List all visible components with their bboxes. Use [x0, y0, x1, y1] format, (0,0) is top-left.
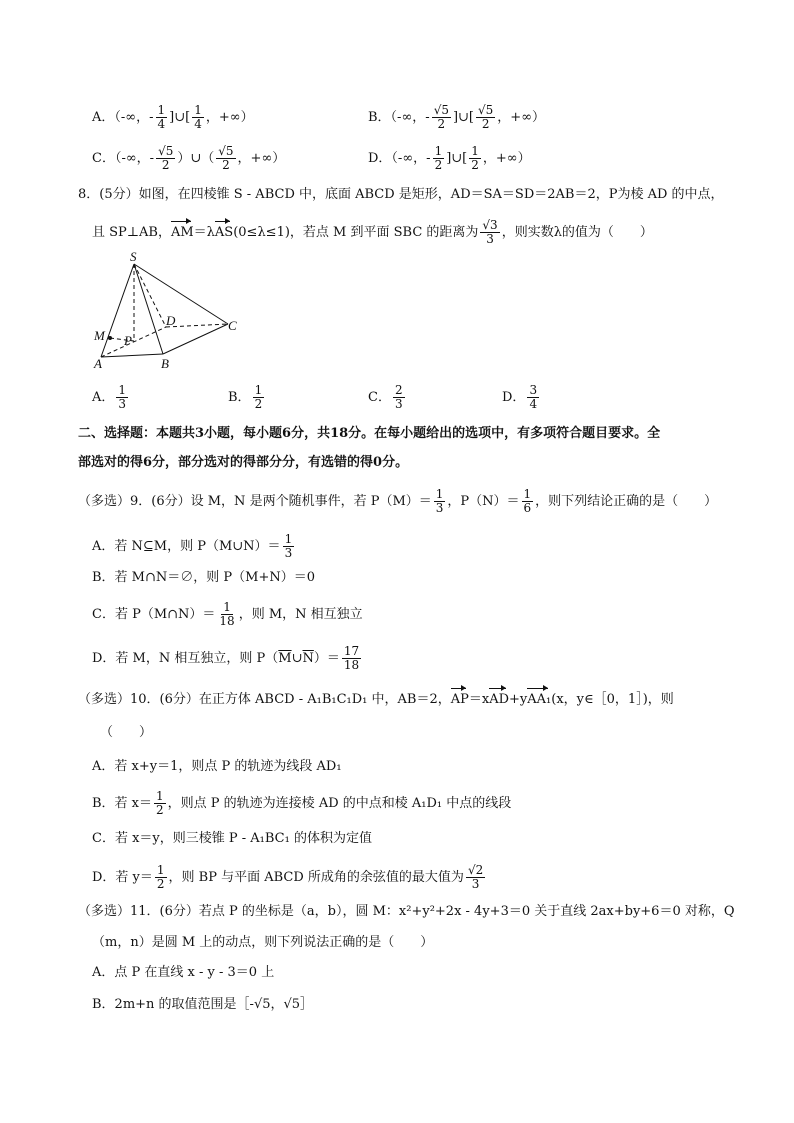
q7-option-b: B．（-∞，- $\frac{√5}{2}$ ]∪[ $\frac{√5}{2}$ ，+∞） [368, 103, 546, 131]
q10-option-d: D．若 y＝ $\frac{1}{2}$ ，则 BP 与平面 ABCD 所成角的余弦值的最大值为 $\frac{√2}{3}$ [92, 863, 484, 891]
q11-stem-line2: （m，n）是圆 M 上的动点，则下列说法正确的是（ ） [92, 935, 434, 950]
q8-option-d: D． $\frac{3}{4}$ [502, 383, 538, 411]
q7-option-c: C．（-∞，- $\frac{√5}{2}$ ）∪（ $\frac{√5}{2}$ ，+∞） [92, 144, 286, 172]
q11-option-a: A．点 P 在直线 x - y - 3＝0 上 [92, 965, 275, 980]
q9-stem: （多选）9．(6分）设 M，N 是两个随机事件，若 P（M）＝ $\frac{1}{3}$ ，P（N）＝ $\frac{1}{6}$ ，则下列结论正确的是（ ） [78, 487, 718, 515]
q9-option-a: A．若 N⊆M，则 P（M∪N）＝ $\frac{1}{3}$ [92, 532, 293, 560]
section2-heading-line1: 二、选择题：本题共3小题，每小题6分，共18分。在每小题给出的选项中，有多项符合题目要求。全 [78, 426, 661, 441]
point-p-label: P [124, 333, 132, 348]
q10-stem: （多选）10．(6分）在正方体 ABCD - A₁B₁C₁D₁ 中，AB＝2，AP＝xAD+yAA₁(x，y∈［0，1］)，则 [78, 687, 674, 709]
pyramid-figure [88, 250, 258, 375]
q8-option-c: C． $\frac{2}{3}$ [368, 383, 403, 411]
q8-stem-line1: 8．(5分）如图，在四棱锥 S - ABCD 中，底面 ABCD 是矩形，AD＝SA＝SD＝2AB＝2，P为棱 AD 的中点， [78, 187, 724, 202]
q10-option-c: C．若 x＝y，则三棱锥 P - A₁BC₁ 的体积为定值 [92, 831, 372, 846]
vertex-s-label: S [130, 250, 137, 264]
vertex-a-label: A [94, 356, 102, 371]
point-m-label: M [94, 328, 105, 343]
q8-option-b: B． $\frac{1}{2}$ [228, 383, 263, 411]
vertex-b-label: B [161, 356, 169, 371]
q11-stem-line1: （多选）11．(6分）若点 P 的坐标是（a，b），圆 M：x²+y²+2x - 4y+3＝0 关于直线 2ax+by+6＝0 对称，Q [78, 904, 735, 919]
q9-option-b: B．若 M∩N＝∅，则 P（M+N）＝0 [92, 570, 315, 585]
q11-option-b: B．2m+n 的取值范围是［-√5，√5］ [92, 997, 314, 1012]
vertex-c-label: C [228, 318, 237, 333]
q8-option-a: A． $\frac{1}{3}$ [92, 383, 127, 411]
q7-option-a: A．（-∞，- $\frac{1}{4}$ ]∪[ $\frac{1}{4}$ ，+∞） [92, 103, 254, 131]
q7-option-d: D．（-∞，- $\frac{1}{2}$ ]∪[ $\frac{1}{2}$ ，+∞） [368, 144, 531, 172]
section2-heading-line2: 部选对的得6分，部分选对的得部分分，有选错的得0分。 [78, 455, 409, 470]
q10-answer-paren: （ ） [100, 725, 153, 740]
q8-stem-line2: 且 SP⊥AB，AM＝λAS(0≤λ≤1)，若点 M 到平面 SBC 的距离为 $\frac{√3}{3}$ ，则实数λ的值为（ ） [92, 218, 653, 246]
vertex-d-label: D [166, 313, 176, 328]
q10-option-b: B．若 x＝ $\frac{1}{2}$ ，则点 P 的轨迹为连接棱 AD 的中点和棱 A₁D₁ 中点的线段 [92, 789, 512, 817]
q9-option-c: C．若 P（M∩N）＝ $\frac{1}{18}$ ，则 M，N 相互独立 [92, 600, 363, 628]
q9-option-d: D．若 M，N 相互独立，则 $P(\overline{M}\cup\overline{N})=$ $\frac{17}{18}$ [92, 644, 360, 672]
q10-option-a: A．若 x+y＝1，则点 P 的轨迹为线段 AD₁ [92, 759, 342, 774]
